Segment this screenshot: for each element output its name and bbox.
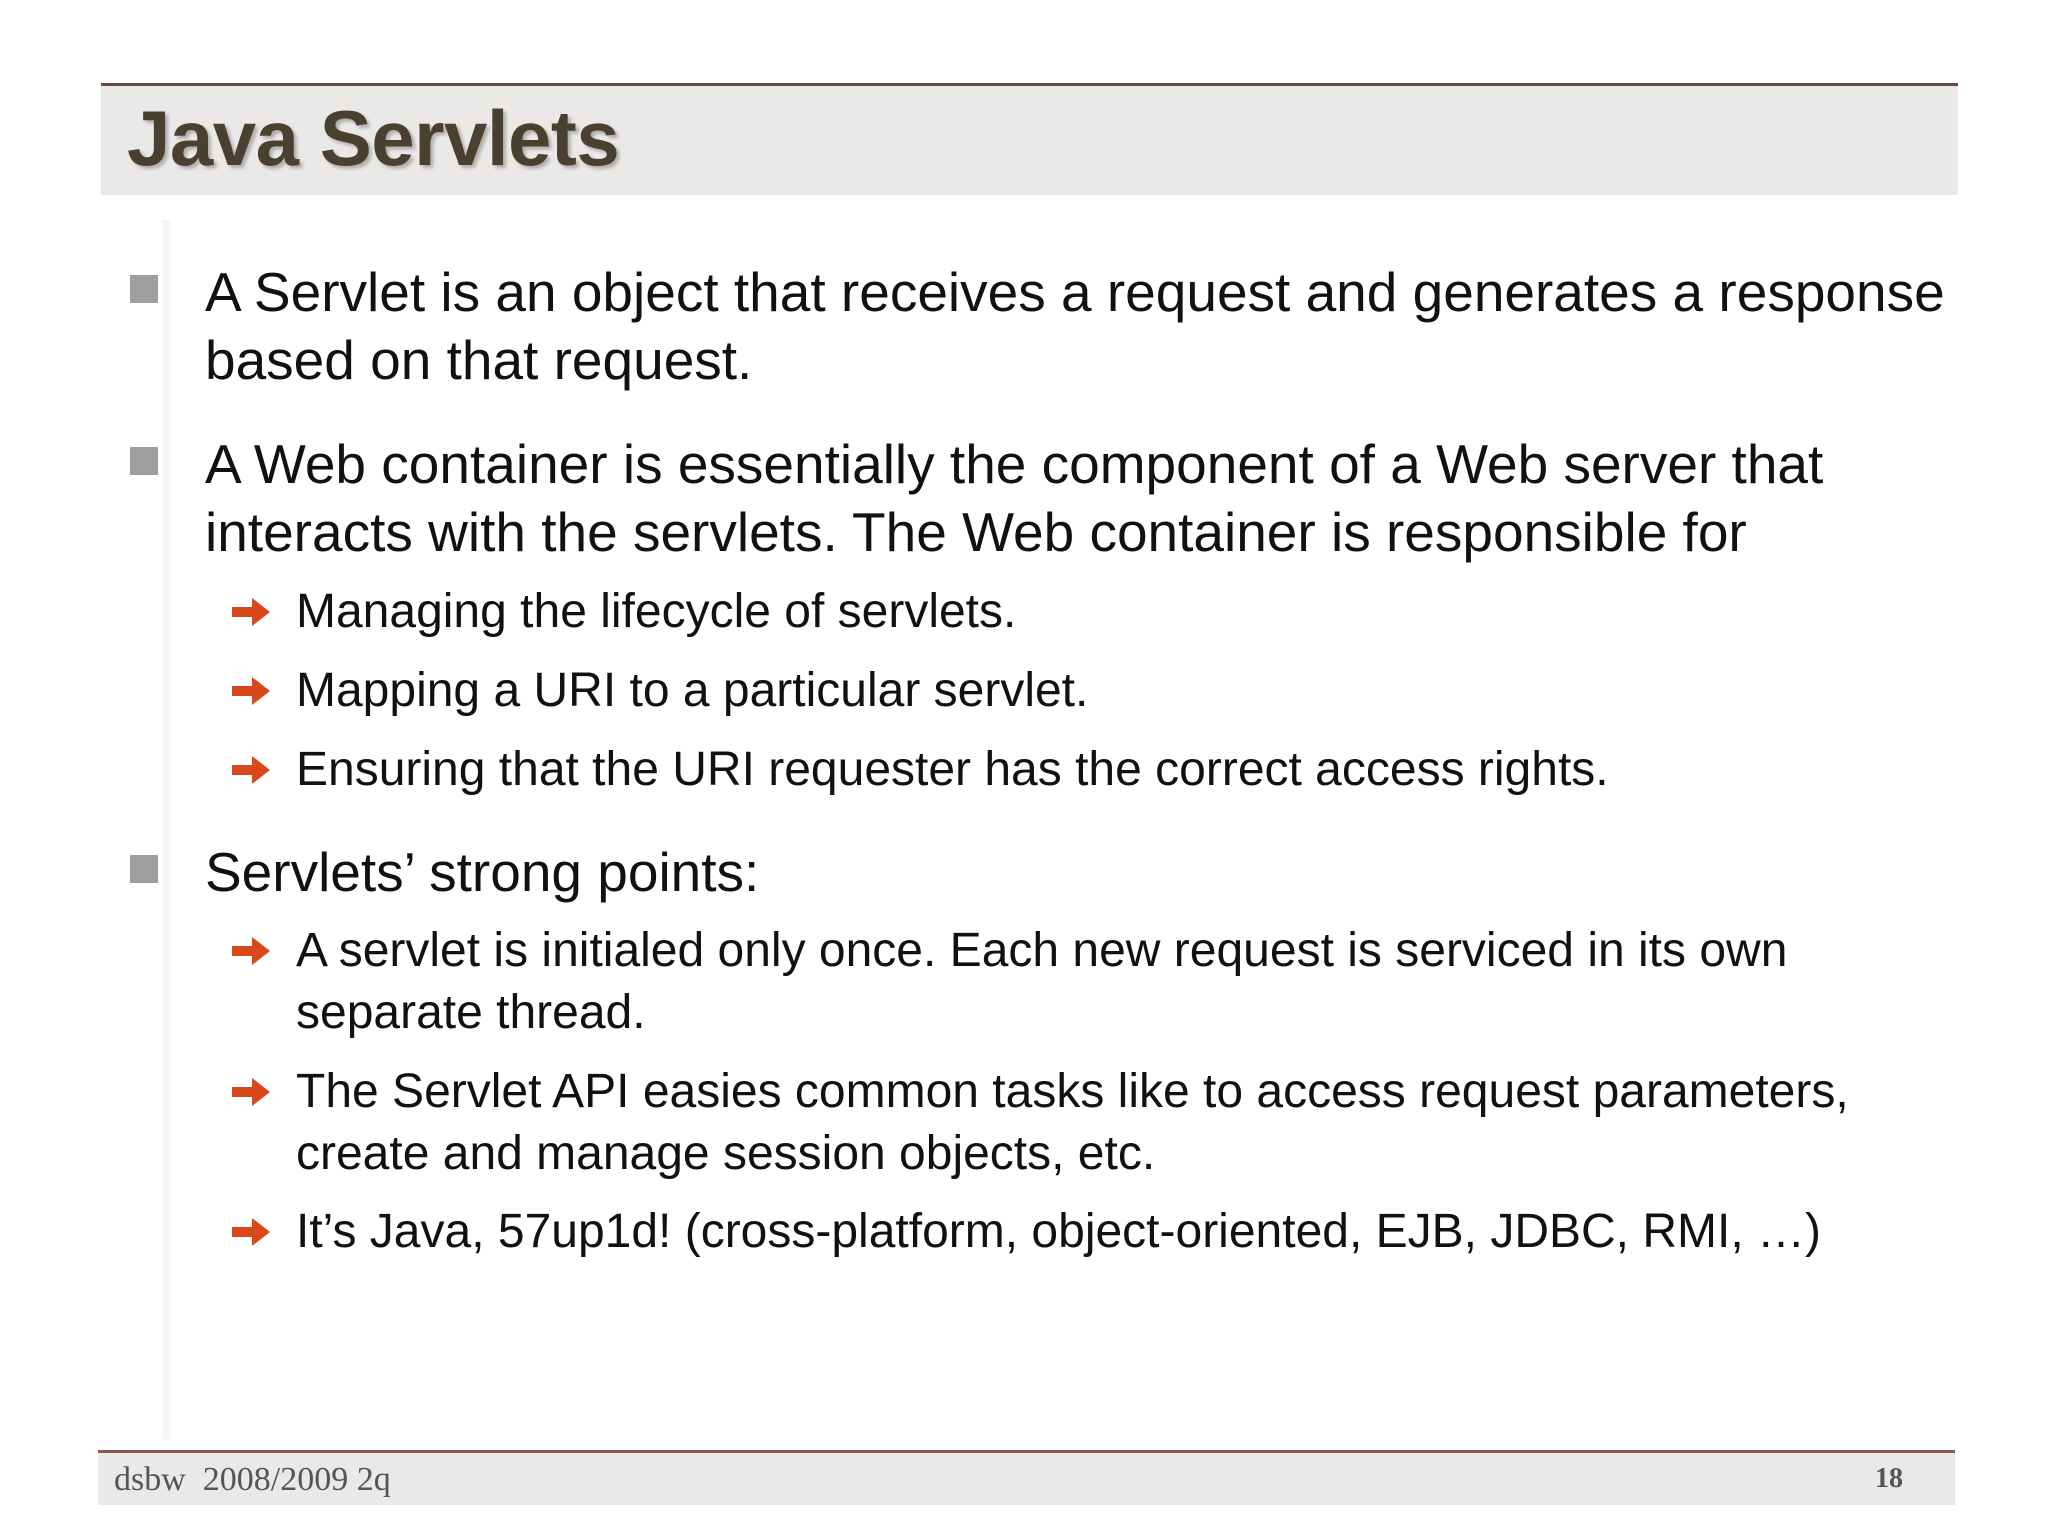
arrow-right-icon — [230, 595, 272, 629]
bullet-1-text: A Servlet is an object that receives a request and generates a response based on that request. — [205, 261, 1945, 391]
arrow-right-icon — [230, 674, 272, 708]
sub-bullet-text: The Servlet API easies common tasks like to access request parameters, create and manage session objects, etc. — [296, 1065, 1849, 1180]
square-bullet-icon — [130, 275, 158, 303]
footer-course-label: dsbw 2008/2009 2q — [114, 1461, 391, 1498]
footer-page-number: 18 — [1875, 1463, 1903, 1494]
bullet-2-text: A Web container is essentially the component of a Web server that interacts with the servlets. The Web container is responsible for — [205, 433, 1824, 563]
arrow-right-icon — [230, 1215, 272, 1249]
title-band — [101, 83, 1958, 195]
left-margin-rule — [162, 220, 170, 1440]
sub-bullet-text: Managing the lifecycle of servlets. — [296, 585, 1017, 638]
sub-bullet-text: A servlet is initialed only once. Each new request is serviced in its own separate thread. — [296, 924, 1788, 1039]
arrow-right-icon — [230, 1075, 272, 1109]
sub-bullet-text: Ensuring that the URI requester has the correct access rights. — [296, 743, 1609, 796]
sub-bullet-text: It’s Java, 57up1d! (cross-platform, object-oriented, EJB, JDBC, RMI, …) — [296, 1205, 1821, 1258]
slide-title: Java Servlets — [127, 94, 620, 182]
arrow-right-icon — [230, 934, 272, 968]
arrow-right-icon — [230, 753, 272, 787]
square-bullet-icon — [130, 447, 158, 475]
bullet-3-text: Servlets’ strong points: — [205, 841, 760, 903]
square-bullet-icon — [130, 855, 158, 883]
sub-bullet-text: Mapping a URI to a particular servlet. — [296, 664, 1089, 717]
footer-band — [98, 1450, 1955, 1505]
